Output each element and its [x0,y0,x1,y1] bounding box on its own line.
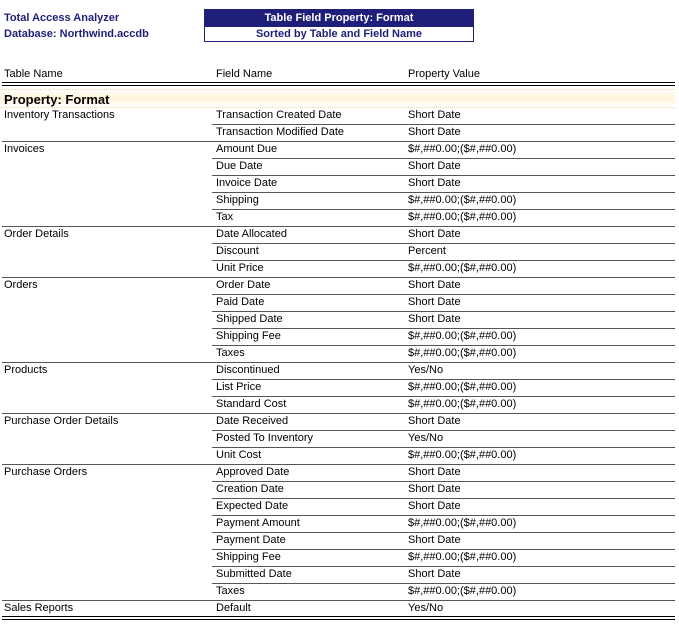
row-field-name: Shipping Fee [216,330,281,342]
row-field-name: Taxes [216,347,245,359]
row-table-name: Order Details [4,228,69,240]
column-header-field: Field Name [216,68,273,80]
row-property-value: Short Date [408,228,461,240]
column-header-value: Property Value [408,68,480,80]
row-field-name: Creation Date [216,483,284,495]
footer-rule-bottom [2,619,675,620]
row-property-value: $#,##0.00;($#,##0.00) [408,143,517,155]
row-field-name: Payment Amount [216,517,300,529]
report-rows [0,108,676,618]
table-row [0,414,676,431]
table-row [0,329,676,346]
row-property-value: Short Date [408,160,461,172]
row-property-value: Yes/No [408,432,444,444]
row-property-value: $#,##0.00;($#,##0.00) [408,585,517,597]
report-title-box [204,9,474,42]
app-name: Total Access Analyzer [4,12,120,24]
row-table-name: Inventory Transactions [4,109,115,121]
row-property-value: $#,##0.00;($#,##0.00) [408,449,517,461]
header-rule-bottom [2,85,675,86]
row-field-name: Discount [216,245,259,257]
row-property-value: $#,##0.00;($#,##0.00) [408,330,517,342]
row-field-name: Discontinued [216,364,280,376]
row-property-value: $#,##0.00;($#,##0.00) [408,398,517,410]
row-property-value: Short Date [408,534,461,546]
row-table-name: Sales Reports [4,602,74,614]
row-field-name: Taxes [216,585,245,597]
header-rule-top [2,82,675,83]
row-table-name: Orders [4,279,38,291]
table-row [0,380,676,397]
table-row [0,397,676,414]
row-field-name: Transaction Created Date [216,109,342,121]
row-field-name: Date Allocated [216,228,287,240]
table-row [0,244,676,261]
row-property-value: Yes/No [408,602,444,614]
row-field-name: Unit Price [216,262,264,274]
row-property-value: Short Date [408,466,461,478]
row-field-name: Shipped Date [216,313,283,325]
table-row [0,295,676,312]
table-row [0,431,676,448]
row-table-name: Products [4,364,48,376]
row-field-name: Paid Date [216,296,265,308]
table-row [0,193,676,210]
database-name: Database: Northwind.accdb [4,28,149,40]
row-property-value: Short Date [408,415,461,427]
row-field-name: Transaction Modified Date [216,126,344,138]
row-field-name: Unit Cost [216,449,262,461]
row-field-name: Tax [216,211,234,223]
row-field-name: Posted To Inventory [216,432,314,444]
table-row [0,261,676,278]
row-field-name: Standard Cost [216,398,287,410]
row-property-value: Short Date [408,296,461,308]
table-row [0,584,676,601]
table-row [0,125,676,142]
table-row [0,465,676,482]
table-row [0,499,676,516]
table-row [0,312,676,329]
row-table-name: Purchase Orders [4,466,88,478]
table-row [0,516,676,533]
row-field-name: Due Date [216,160,263,172]
row-field-name: Payment Date [216,534,286,546]
row-property-value: Short Date [408,483,461,495]
table-row [0,159,676,176]
table-row [0,567,676,584]
row-property-value: Short Date [408,313,461,325]
row-property-value: Short Date [408,279,461,291]
table-row [0,550,676,567]
row-property-value: Short Date [408,177,461,189]
section-band [0,89,675,108]
row-field-name: Order Date [216,279,271,291]
row-property-value: $#,##0.00;($#,##0.00) [408,347,517,359]
row-field-name: Submitted Date [216,568,292,580]
row-field-name: Amount Due [216,143,278,155]
row-property-value: $#,##0.00;($#,##0.00) [408,551,517,563]
table-row [0,278,676,295]
report-title: Table Field Property: Format [205,10,473,27]
row-property-value: $#,##0.00;($#,##0.00) [408,262,517,274]
table-row [0,227,676,244]
footer-rule-top [2,616,675,617]
row-property-value: $#,##0.00;($#,##0.00) [408,381,517,393]
row-table-name: Purchase Order Details [4,415,119,427]
row-property-value: $#,##0.00;($#,##0.00) [408,194,517,206]
row-property-value: Short Date [408,568,461,580]
report-subtitle: Sorted by Table and Field Name [255,28,423,40]
table-row [0,448,676,465]
row-property-value: Short Date [408,109,461,121]
section-title: Property: Format [4,92,110,107]
column-header-table: Table Name [4,68,63,80]
row-field-name: Default [216,602,251,614]
row-field-name: Date Received [216,415,289,427]
row-field-name: Shipping Fee [216,551,281,563]
row-property-value: Percent [408,245,446,257]
table-row [0,142,676,159]
row-property-value: Short Date [408,500,461,512]
row-field-name: Invoice Date [216,177,278,189]
row-property-value: Yes/No [408,364,444,376]
table-row [0,210,676,227]
table-row [0,363,676,380]
row-property-value: $#,##0.00;($#,##0.00) [408,211,517,223]
table-row [0,108,676,125]
row-field-name: Expected Date [216,500,289,512]
report-header-left [4,10,149,42]
table-row [0,533,676,550]
table-row [0,346,676,363]
row-field-name: Approved Date [216,466,290,478]
row-table-name: Invoices [4,143,45,155]
row-property-value: $#,##0.00;($#,##0.00) [408,517,517,529]
row-field-name: Shipping [216,194,259,206]
row-property-value: Short Date [408,126,461,138]
row-field-name: List Price [216,381,262,393]
table-row [0,176,676,193]
table-row [0,482,676,499]
